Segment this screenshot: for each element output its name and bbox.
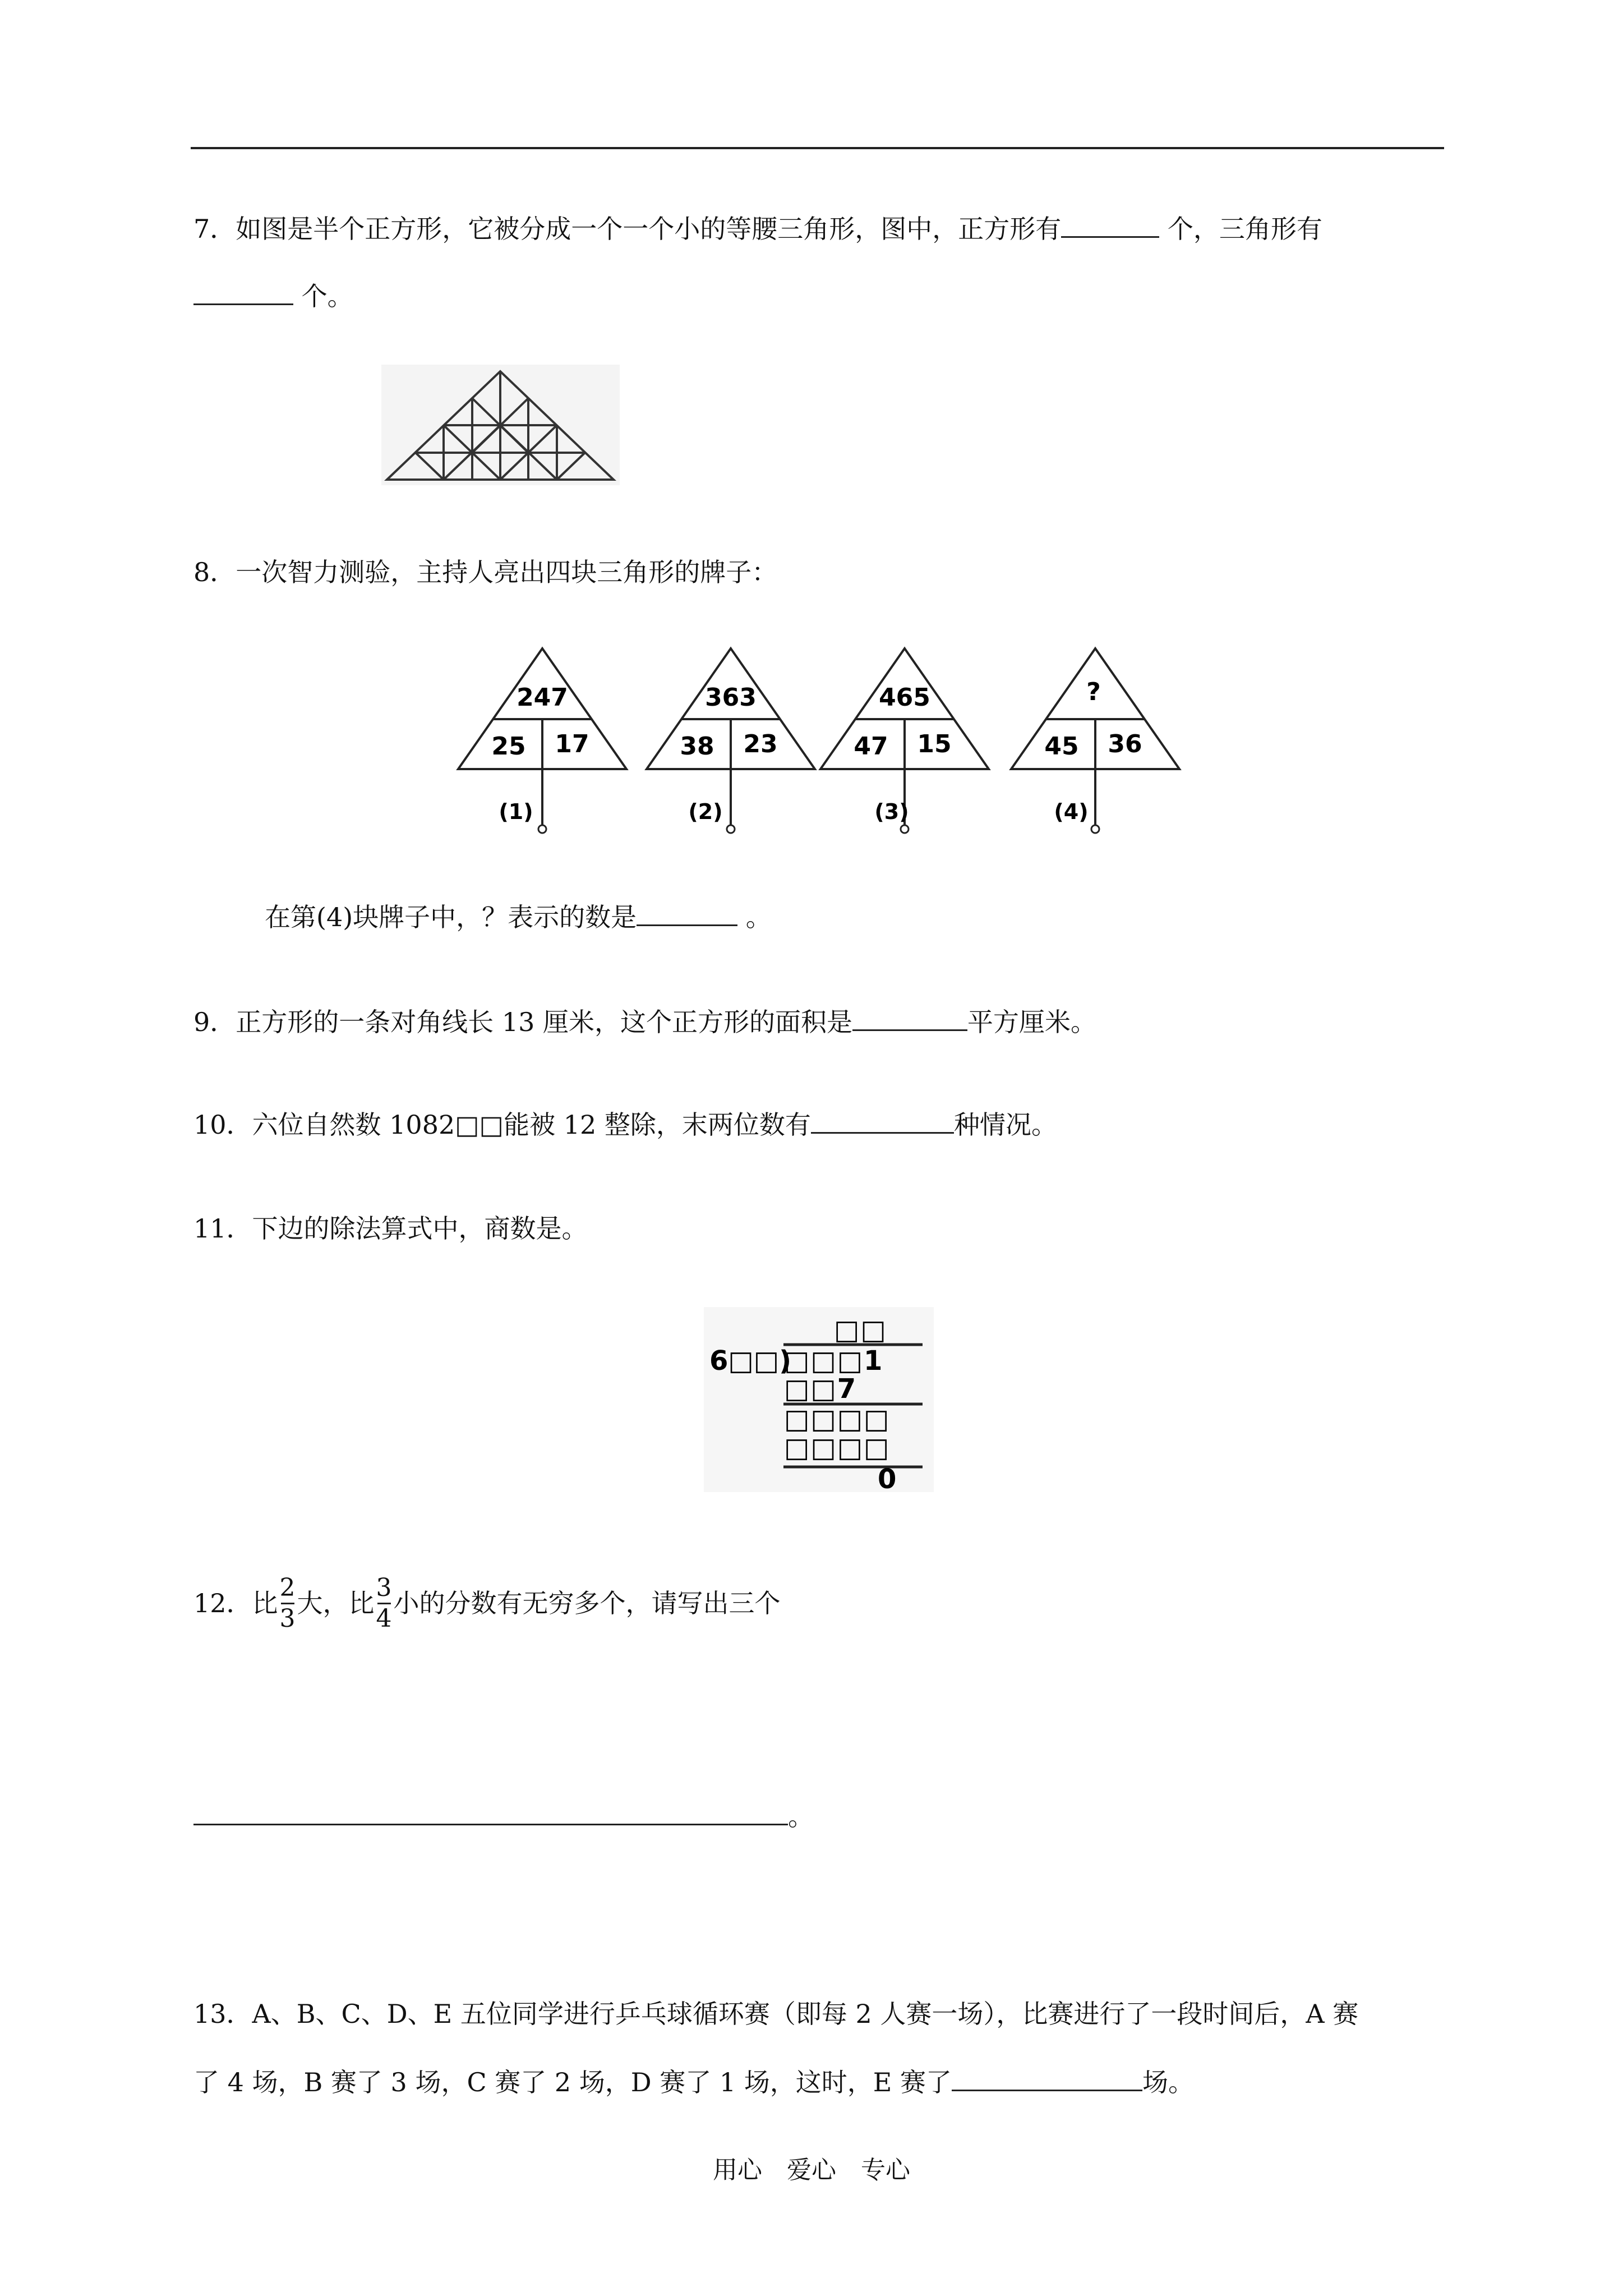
q8-card-1-left: 25: [491, 732, 526, 761]
q9-line: [193, 1005, 1096, 1039]
q8-card-1-right: 17: [555, 730, 589, 758]
q8-card-4-top: ?: [1086, 678, 1101, 706]
q12-answer-blank[interactable]: [193, 1801, 788, 1825]
q11-divisor: 6□□): [709, 1345, 792, 1377]
q11-quotient: □□: [834, 1314, 887, 1346]
q8-card-3-label: (3): [874, 799, 909, 824]
q7-line2: [193, 279, 353, 313]
q8-card-4-label: (4): [1054, 799, 1089, 824]
q13-answer-blank[interactable]: [952, 2067, 1142, 2091]
q7-line1: [193, 212, 1322, 246]
q13-text: 了 4 场，B 赛了 3 场，C 赛了 2 场，D 赛了 1 场，这时，E 赛了: [193, 2067, 952, 2097]
q12-frac1-den: 3: [279, 1604, 296, 1633]
q8-card-2-right: 23: [743, 730, 778, 758]
q12-line: [193, 1564, 781, 1642]
q8-text: 8．一次智力测验，主持人亮出四块三角形的牌子：: [193, 557, 778, 587]
q13-end: 场。: [1142, 2067, 1194, 2097]
q8-card-3: [820, 648, 989, 833]
q8-card-4-right: 36: [1108, 730, 1142, 758]
q8-card-1: [458, 648, 626, 833]
q12-frac2-num: 3: [376, 1573, 392, 1602]
q10-end: 种情况。: [953, 1110, 1057, 1140]
q8-cards-figure: [449, 642, 1195, 836]
q8-card-1-label: (1): [499, 799, 533, 824]
q12-suffix: 小的分数有无穷多个，请写出三个: [393, 1588, 781, 1618]
q9-answer-blank[interactable]: [852, 1007, 967, 1031]
q7-text-c: 个。: [293, 281, 353, 311]
q12-mid: 大，比: [297, 1588, 375, 1618]
q10-line: [193, 1108, 1057, 1142]
q12-answer-line: [193, 1800, 814, 1833]
q8-card-3-left: 47: [854, 732, 888, 761]
q8-card-4-left: 45: [1044, 732, 1079, 761]
q8-card-2-left: 38: [680, 732, 714, 761]
q11-text: 11．下边的除法算式中，商数是。: [193, 1213, 588, 1244]
q12-fraction-2: [376, 1573, 393, 1634]
q11-division-figure: [704, 1307, 934, 1492]
q12-fraction-1: [279, 1573, 296, 1634]
q8-card-2-label: (2): [688, 799, 723, 824]
q7-square-blank[interactable]: [1061, 214, 1159, 238]
header-rule: [191, 147, 1444, 149]
page-footer: 用心 爱心 专心: [713, 2156, 910, 2184]
q7-text-a: 7．如图是半个正方形，它被分成一个一个小的等腰三角形，图中，正方形有: [193, 214, 1062, 244]
q10-answer-blank[interactable]: [811, 1110, 954, 1134]
q7-triangle-blank[interactable]: [193, 281, 293, 305]
q8-card-1-top: 247: [517, 683, 568, 712]
q7-triangle-figure: [381, 365, 620, 485]
q10-text: 10．六位自然数 1082□□能被 12 整除，末两位数有: [193, 1110, 811, 1140]
q11-dividend: □□□1: [784, 1345, 884, 1377]
q7-text-b: 个，三角形有: [1159, 214, 1322, 244]
q8-card-3-right: 15: [917, 730, 952, 758]
q8-card-2-top: 363: [705, 683, 757, 712]
q9-text: 9．正方形的一条对角线长 13 厘米，这个正方形的面积是: [193, 1007, 853, 1037]
q8-question-text: 在第(4)块牌子中，？表示的数是: [265, 902, 637, 932]
q8-card-2: [647, 648, 815, 833]
q8-question-end: 。: [737, 902, 772, 932]
q12-prefix: 12．比: [193, 1588, 278, 1618]
q9-unit: 平方厘米。: [967, 1007, 1097, 1037]
q8-card-4: [1011, 648, 1179, 833]
q8-card-3-top: 465: [879, 683, 930, 712]
q12-end: 。: [788, 1801, 814, 1832]
q11-remainder: 0: [878, 1464, 897, 1492]
q12-frac2-den: 4: [376, 1604, 392, 1633]
q13-line2: [193, 2065, 1194, 2099]
q8-question: [265, 900, 772, 934]
q11-step2: □□□□: [784, 1404, 891, 1435]
q8-answer-blank[interactable]: [637, 902, 737, 926]
q13-line1: 13．A、B、C、D、E 五位同学进行乒乓球循环赛（即每 2 人赛一场），比赛进行了一段时间后，A 赛: [193, 1999, 1359, 2029]
q11-step1: □□7: [784, 1373, 857, 1405]
q12-frac1-num: 2: [279, 1573, 296, 1602]
q11-step3: □□□□: [784, 1432, 891, 1464]
